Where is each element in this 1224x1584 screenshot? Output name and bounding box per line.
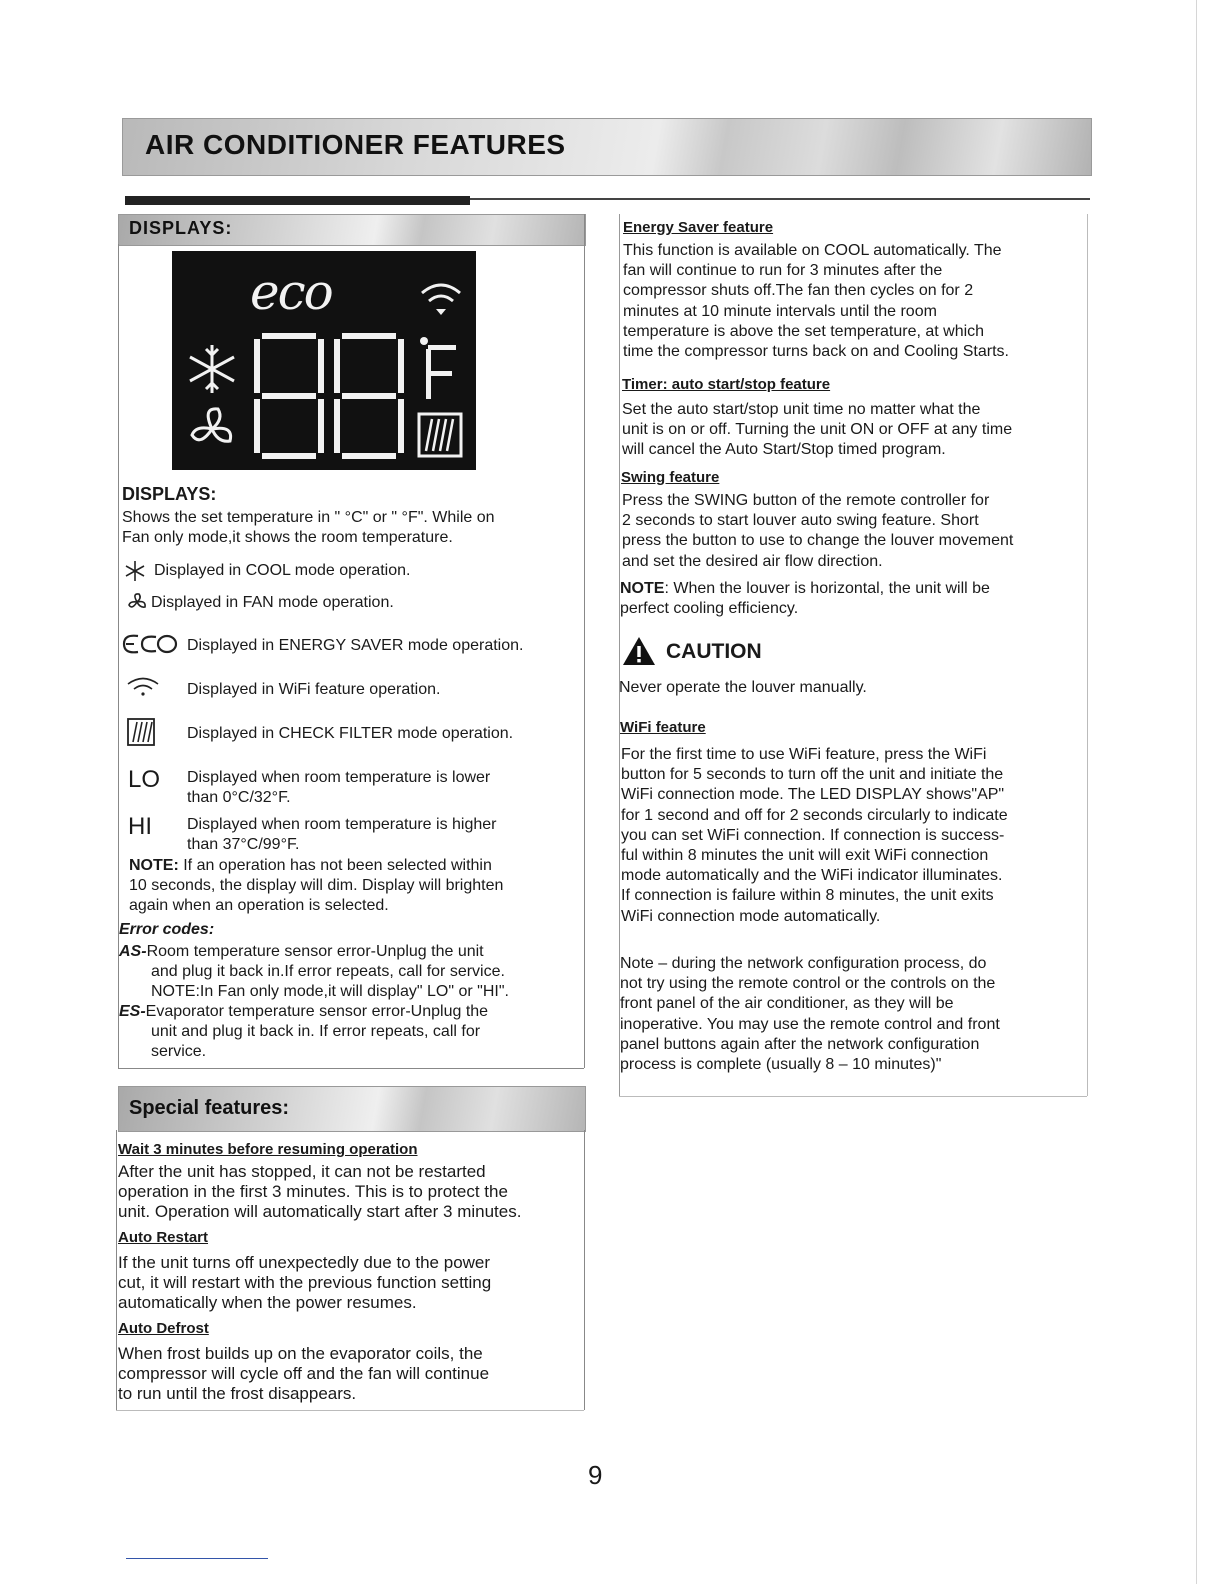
snowflake-icon xyxy=(184,341,240,397)
caution-label: CAUTION xyxy=(666,640,762,663)
divider xyxy=(584,214,585,1068)
digit-2 xyxy=(334,333,404,459)
displays-intro: Shows the set temperature in " °C" or " °F". While on Fan only mode,it shows the room temperature. xyxy=(122,509,495,547)
wifi-icon xyxy=(126,674,160,696)
filter-icon xyxy=(126,717,156,747)
filter-mode-text: Displayed in CHECK FILTER mode operation. xyxy=(187,725,514,742)
divider xyxy=(470,198,1090,200)
divider xyxy=(1196,0,1197,1584)
led-display-panel xyxy=(172,251,476,470)
timer-feature-text: Set the auto start/stop unit time no matter what the unit is on or off. Turning the unit ON or OFF at any time will cancel the Auto Start/Stop timed program. xyxy=(622,401,1013,459)
divider xyxy=(619,1096,1087,1097)
energy-saver-text: This function is available on COOL automatically. The fan will continue to run for 3 minutes after the compressor shuts off.The fan then cycles on for 2 minutes at 10 minute intervals until the room temperature is above the set temperature, at which time the compressor turns back on and Cooling Starts. xyxy=(623,242,1009,361)
eco-icon xyxy=(120,632,180,656)
timer-feature-title: Timer: auto start/stop feature xyxy=(622,376,831,393)
displays-section-header xyxy=(118,214,586,246)
displays-title: DISPLAYS: xyxy=(122,484,217,504)
wifi-feature-title: WiFi feature xyxy=(620,719,706,736)
swing-feature-title: Swing feature xyxy=(621,469,720,486)
divider xyxy=(116,1410,584,1411)
page-number: 9 xyxy=(588,1460,603,1490)
swing-feature-text: Press the SWING button of the remote controller for 2 seconds to start louver auto swing feature. Short press the button to use to change the louver movement and set the desired air flow direction. xyxy=(622,492,1014,570)
divider xyxy=(584,1130,585,1410)
divider xyxy=(118,1068,584,1069)
auto-defrost-title: Auto Defrost xyxy=(118,1320,209,1337)
energy-saver-title: Energy Saver feature xyxy=(623,219,774,236)
hi-code: HI xyxy=(128,813,152,840)
error-es: ES-Evaporator temperature sensor error-Unplug the unit and plug it back in. If error repeats, call for service. xyxy=(119,1003,489,1061)
warning-icon xyxy=(622,636,656,666)
wait-feature-text: After the unit has stopped, it can not be restarted operation in the first 3 minutes. This is to protect the unit. Operation will automatically start after 3 minutes. xyxy=(118,1162,522,1222)
lo-code: LO xyxy=(128,766,161,793)
auto-restart-title: Auto Restart xyxy=(118,1229,209,1246)
error-as: AS-Room temperature sensor error-Unplug the unit and plug it back in.If error repeats, call for service. NOTE:In Fan only mode,it will display" LO" or "HI". xyxy=(119,943,509,1001)
fan-icon xyxy=(126,591,148,613)
page-title: AIR CONDITIONER FEATURES xyxy=(145,129,566,160)
lo-description: Displayed when room temperature is lower than 0°C/32°F. xyxy=(187,769,491,807)
divider xyxy=(116,1130,117,1410)
hi-description: Displayed when room temperature is higher than 37°C/99°F. xyxy=(187,816,497,854)
fan-icon xyxy=(184,401,240,457)
network-note: Note – during the network configuration process, do not try using the remote control or the controls on the front panel of the air conditioner, as they will be inoperative. You may use the remote control and front panel buttons again after the network configuration process is complete (usually 8 – 10 minutes)" xyxy=(620,955,1000,1074)
divider xyxy=(126,1558,268,1559)
eco-mode-text: Displayed in ENERGY SAVER mode operation. xyxy=(187,637,524,654)
displays-header-label: DISPLAYS: xyxy=(129,218,233,238)
auto-restart-text: If the unit turns off unexpectedly due to the power cut, it will restart with the previous function setting automatically when the power resumes. xyxy=(118,1253,492,1313)
wifi-feature-text: For the first time to use WiFi feature, press the WiFi button for 5 seconds to turn off the unit and initiate the WiFi connection mode. The LED DISPLAY shows"AP" for 1 second and off for 2 seconds circularly to indicate you can set WiFi connection. If connection is success- ful within 8 minutes the unit will exit WiFi connection mode automatically and the WiFi indicator illuminates. If connection is failure within 8 minutes, the unit exits WiFi connection mode automatically. xyxy=(621,746,1008,925)
auto-defrost-text: When frost builds up on the evaporator coils, the compressor will cycle off and the fan will continue to run until the frost disappears. xyxy=(118,1344,490,1404)
wait-feature-title: Wait 3 minutes before resuming operation xyxy=(118,1141,418,1158)
wifi-icon xyxy=(418,275,464,321)
snowflake-icon xyxy=(124,560,146,582)
digit-1 xyxy=(254,333,324,459)
special-section-header xyxy=(118,1086,586,1132)
title-banner xyxy=(122,118,1092,176)
special-header-label: Special features: xyxy=(129,1097,290,1119)
eco-display-text: eco xyxy=(250,263,332,321)
swing-note: NOTE: When the louver is horizontal, the unit will be perfect cooling efficiency. xyxy=(620,580,990,618)
divider xyxy=(1087,214,1088,1096)
degree-dot xyxy=(420,337,428,345)
fan-mode-text: Displayed in FAN mode operation. xyxy=(151,594,394,611)
displays-note: NOTE: If an operation has not been selected within 10 seconds, the display will dim. Display will brighten again when an operation is selected. xyxy=(129,857,504,915)
wifi-mode-text: Displayed in WiFi feature operation. xyxy=(187,681,441,698)
divider xyxy=(125,196,470,205)
fahrenheit-unit xyxy=(426,345,460,401)
cool-mode-text: Displayed in COOL mode operation. xyxy=(154,562,411,579)
filter-icon xyxy=(416,411,464,459)
caution-text: Never operate the louver manually. xyxy=(619,679,867,696)
error-codes-title: Error codes: xyxy=(119,921,215,938)
